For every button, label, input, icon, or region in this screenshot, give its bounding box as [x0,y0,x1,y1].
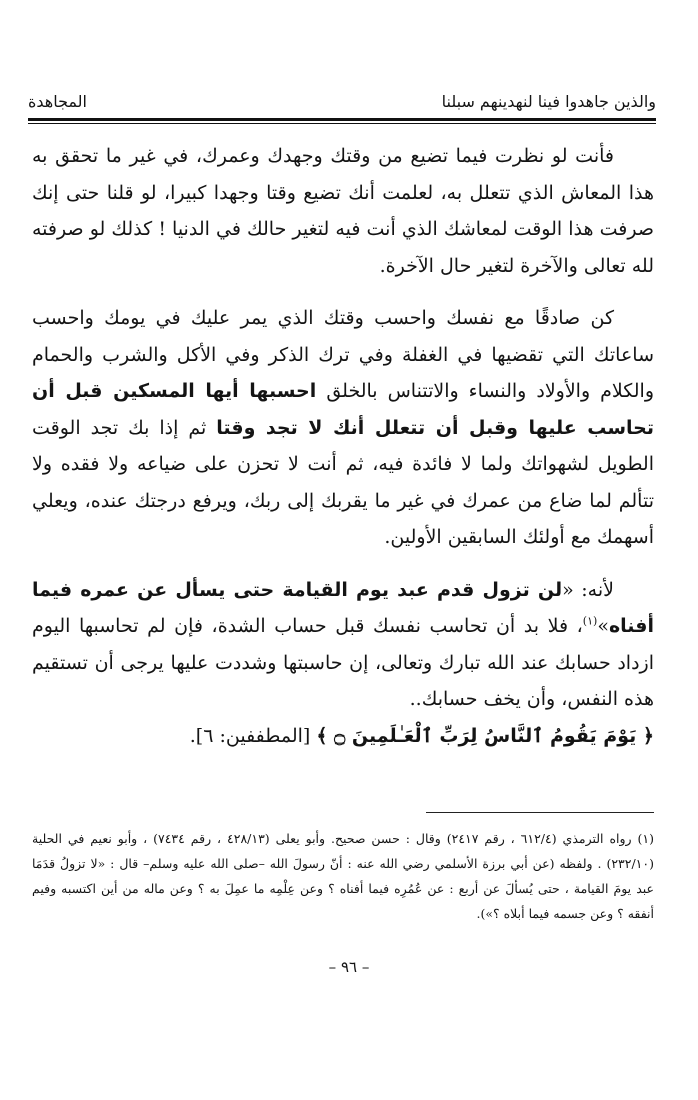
paragraph-2-text-b: ثم إذا بك تجد الوقت الطويل لشهواتك ولما لا فائدة فيه، ثم أنت لا تحزن على ضياعه ولا فقده ولا تتألم لما ضاع من عمرك في غير ما يقربك إلى ربك، ويرفع درجتك عنده، ويعلي أسهمك مع أولئك السابقين الأولين. [32,416,654,548]
paragraph-3 [32,572,654,755]
section-title: المجاهدة [28,92,87,111]
hadith-quote: لن تزول قدم عبد يوم القيامة حتى يسأل عن عمره فيما أفناه [32,578,654,637]
paragraph-2-emphasis: احسبها أيها المسكين قبل أن تحاسب عليها وقبل أن تتعلل أنك لا تجد وقتا [32,380,654,439]
page-header [28,90,656,118]
footnote-reference[interactable]: (١) [582,614,598,628]
hadith-quote-close: » [597,615,609,637]
paragraph-2 [32,300,654,556]
header-rule-thick [28,118,656,121]
paragraph-1-text: فأنت لو نظرت فيما تضيع من وقتك وجهدك وعمرك، في غير ما تحقق به هذا المعاش الذي تتعلل به، لعلمت أنك تضيع وقتا وجهدا كبيرا، لو قلنا حتى إنك صرفت هذا الوقت لمعاشك الذي أنت فيه لتغير حالك في الدنيا ! كذلك لو صرفته لله تعالى والآخرة لتغير حال الآخرة. [32,145,654,277]
quran-verse: ﴿ يَوْمَ يَقُومُ ٱلنَّاسُ لِرَبِّ ٱلْعَـٰلَمِينَ ۝ ﴾ [316,724,654,747]
paragraph-1 [32,138,654,284]
paragraph-3-text-b: ، فلا بد أن تحاسب نفسك قبل حساب الشدة، فإن لم تحاسبها اليوم ازداد حسابك عند الله تبارك وتعالى، إن حاسبتها وشددت عليها يرجى أن تستقيم هذه النفس، وأن يخف حسابك.. [32,615,654,710]
running-title: والذين جاهدوا فينا لنهدينهم سبلنا [441,92,656,111]
footnote [32,826,654,926]
header-rule-thin [28,123,656,124]
footnote-text: (١) رواه الترمذي (٦١٢/٤ ، رقم ٢٤١٧) وقال : حسن صحيح. وأبو يعلى (٤٢٨/١٣ ، رقم ٧٤٣٤) ، وأبو نعيم في الحلية (٢٣٢/١٠) . ولفظه (عن أبي برزة الأسلمي رضي الله عنه : أنّ رسولَ الله –صلى الله عليه وسلم– قال : «لا تزولُ قدَمَا عبد يومَ القيامة ، حتى يُسألَ عن أربع : عن عُمُرِه فيما أفناه ؟ وعن عِلْمِه ما عمِلَ به ؟ وعن ماله من أين اكتسبه وفيم أنفقه ؟ وعن جسمه فيما أبلاه ؟»). [32,831,654,921]
page-number: – ٩٦ – [328,958,370,976]
paragraph-2-text-a: كن صادقًا مع نفسك واحسب وقتك الذي يمر عليك في يومك واحسب ساعاتك التي تقضيها في الغفلة وفي ترك الذكر وفي الأكل والشرب والحمام والكلام والأولاد والنساء والاتتناس بالخلق [32,307,655,402]
footnote-separator [426,812,654,813]
quran-verse-line [32,718,654,755]
paragraph-3-text-a: لأنه: « [562,578,614,601]
main-text [32,138,654,770]
verse-reference: [المطففين: ٦]. [189,724,311,747]
